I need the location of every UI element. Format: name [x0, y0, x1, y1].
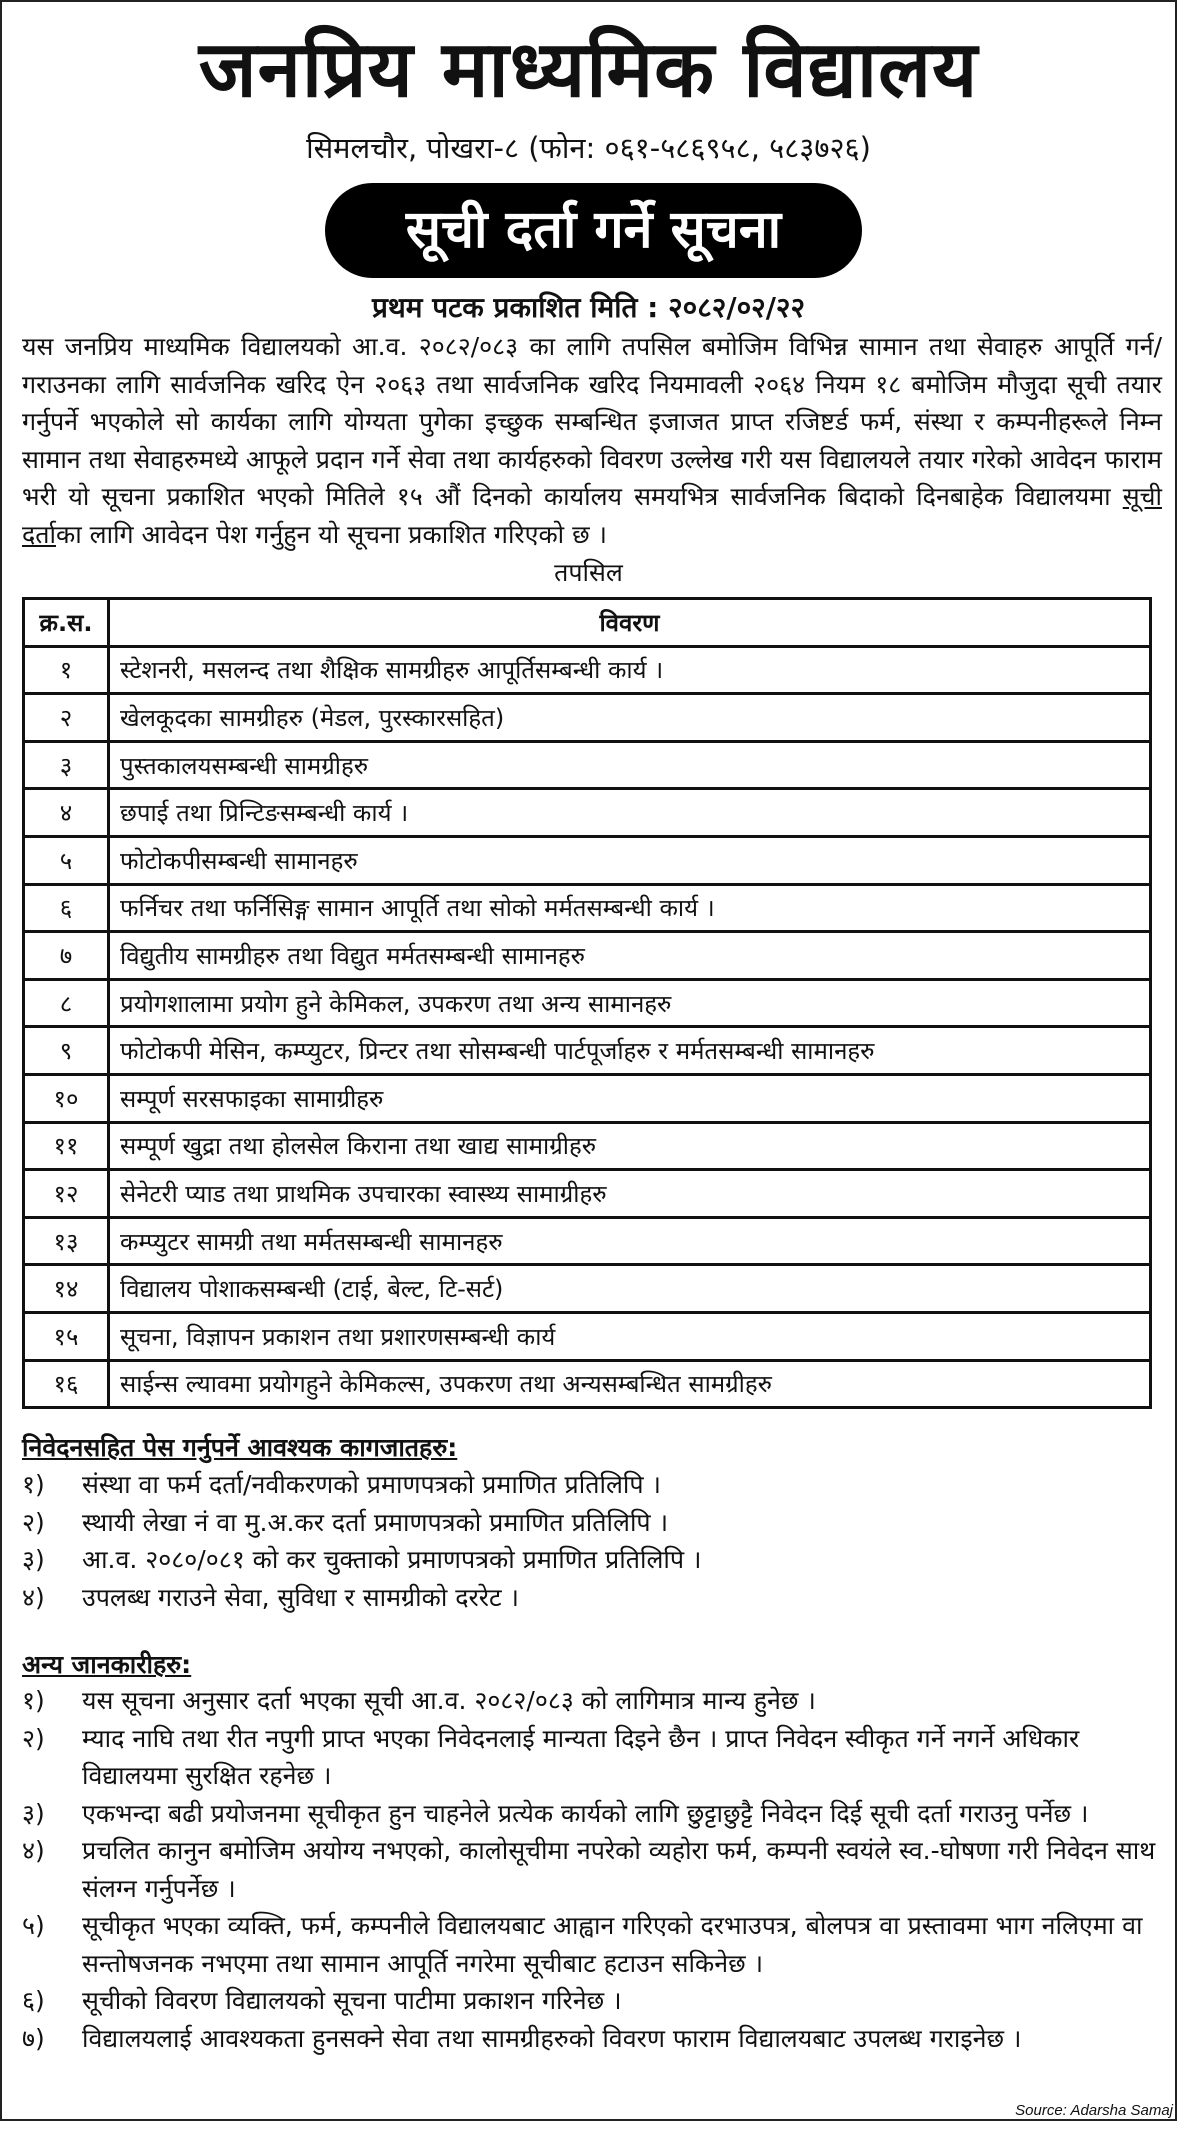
- list-item-number: ४): [22, 1582, 45, 1612]
- table-row: [24, 836, 1151, 884]
- row-description: फर्निचर तथा फर्निसिङ्ग सामान आपूर्ति तथा सोको मर्मतसम्बन्धी कार्य ।: [109, 884, 1151, 932]
- row-description: सूचना, विज्ञापन प्रकाशन तथा प्रशारणसम्बन्धी कार्य: [109, 1312, 1151, 1360]
- intro-text-after: का लागि आवेदन पेश गर्नुहुन यो सूचना प्रकाशित गरिएको छ ।: [56, 519, 608, 549]
- list-item-text: विद्यालयलाई आवश्यकता हुनसक्ने सेवा तथा सामग्रीहरुको विवरण फाराम विद्यालयबाट उपलब्ध गराइनेछ ।: [82, 2023, 1022, 2053]
- column-header-sn: क्र.स.: [24, 599, 109, 647]
- row-serial-number: १३: [24, 1217, 109, 1265]
- info-list-item: [22, 1682, 1162, 1720]
- row-serial-number: ३: [24, 741, 109, 789]
- row-description: स्टेशनरी, मसलन्द तथा शैक्षिक सामग्रीहरु आपूर्तिसम्बन्धी कार्य ।: [109, 646, 1151, 694]
- row-serial-number: १२: [24, 1170, 109, 1218]
- list-item-text: एकभन्दा बढी प्रयोजनमा सूचीकृत हुन चाहनेले प्रत्येक कार्यको लागि छुट्टाछुट्टै निवेदन दिई सूची दर्ता गराउनु पर्नेछ ।: [82, 1798, 1089, 1828]
- table-row: [24, 1170, 1151, 1218]
- list-item-number: ७): [22, 2023, 45, 2053]
- table-row: [24, 1360, 1151, 1408]
- document-list-item: [22, 1504, 1162, 1542]
- row-serial-number: ७: [24, 932, 109, 980]
- row-serial-number: १०: [24, 1074, 109, 1122]
- table-row: [24, 694, 1151, 742]
- row-serial-number: ५: [24, 836, 109, 884]
- row-description: पुस्तकालयसम्बन्धी सामग्रीहरु: [109, 741, 1151, 789]
- list-item-number: ३): [22, 1545, 45, 1574]
- intro-text-before: यस जनप्रिय माध्यमिक विद्यालयको आ.व. २०८२/०८३ का लागि तपसिल बमोजिम विभिन्न सामान तथा सेवाहरु आपूर्ति गर्न/गराउनका लागि सार्वजनिक खरिद ऐन २०६३ तथा सार्वजनिक खरिद नियमावली २०६४ नियम १८ बमोजिम मौजुदा सूची तयार गर्नुपर्ने भएकोले सो कार्यका लागि योग्यता पुगेका इच्छुक सम्बन्धित इजाजत प्राप्त रजिष्टर्ड फर्म, संस्था र कम्पनीहरूले निम्न सामान तथा सेवाहरुमध्ये आफूले प्रदान गर्ने सेवा तथा कार्यहरुको विवरण उल्लेख गरी यस विद्यालयले तयार गरेको आवेदन फाराम भरी यो सूचना प्रकाशित भएको मितिले १५ औं दिनको कार्यालय समयभित्र सार्वजनिक बिदाको दिनबाहेक विद्यालयमा: [22, 332, 1162, 511]
- table-row: [24, 741, 1151, 789]
- items-table: [22, 597, 1152, 1409]
- list-item-text: सूचीको विवरण विद्यालयको सूचना पाटीमा प्रकाशन गरिनेछ ।: [82, 1986, 622, 2015]
- other-info-list: [22, 1682, 1162, 2057]
- row-serial-number: १: [24, 646, 109, 694]
- list-item-number: ५): [22, 1911, 45, 1940]
- row-serial-number: १५: [24, 1312, 109, 1360]
- document-list-item: [22, 1579, 1162, 1617]
- row-description: फोटोकपीसम्बन्धी सामानहरु: [109, 836, 1151, 884]
- list-item-number: ४): [22, 1836, 45, 1865]
- table-row: [24, 1265, 1151, 1313]
- notice-title-banner: सूची दर्ता गर्ने सूचना: [325, 183, 862, 278]
- school-name: जनप्रिय माध्यमिक विद्यालय: [198, 25, 979, 115]
- list-item-text: संस्था वा फर्म दर्ता/नवीकरणको प्रमाणपत्रको प्रमाणित प्रतिलिपि ।: [82, 1470, 662, 1499]
- documents-heading: निवेदनसहित पेस गर्नुपर्ने आवश्यक कागजातहरु:: [22, 1433, 458, 1462]
- items-table-body: [24, 646, 1151, 1408]
- row-description: छपाई तथा प्रिन्टिङसम्बन्धी कार्य ।: [109, 789, 1151, 837]
- table-row: [24, 884, 1151, 932]
- list-item-number: ६): [22, 1986, 45, 2015]
- document-list-item: [22, 1466, 1162, 1504]
- row-serial-number: १४: [24, 1265, 109, 1313]
- list-item-text: सूचीकृत भएका व्यक्ति, फर्म, कम्पनीले विद्यालयबाट आह्वान गरिएको दरभाउपत्र, बोलपत्र वा प्रस्तावमा भाग नलिएमा वा सन्तोषजनक नभएमा तथा सामान आपूर्ति नगरेमा सूचीबाट हटाउन सकिनेछ ।: [82, 1911, 1143, 1978]
- row-serial-number: ९: [24, 1027, 109, 1075]
- column-header-description: विवरण: [109, 599, 1151, 647]
- row-description: फोटोकपी मेसिन, कम्प्युटर, प्रिन्टर तथा सोसम्बन्धी पार्टपूर्जाहरु र मर्मतसम्बन्धी सामानहरु: [109, 1027, 1151, 1075]
- list-item-number: १): [22, 1686, 45, 1715]
- list-item-text: म्याद नाघि तथा रीत नपुगी प्राप्त भएका निवेदनलाई मान्यता दिइने छैन । प्राप्त निवेदन स्वीकृत गर्ने नगर्ने अधिकार विद्यालयमा सुरक्षित रहनेछ ।: [82, 1723, 1080, 1790]
- table-row: [24, 932, 1151, 980]
- table-row: [24, 646, 1151, 694]
- row-description: साईन्स ल्यावमा प्रयोगहुने केमिकल्स, उपकरण तथा अन्यसम्बन्धित सामग्रीहरु: [109, 1360, 1151, 1408]
- info-list-item: [22, 2020, 1162, 2058]
- row-description: विद्युतीय सामग्रीहरु तथा विद्युत मर्मतसम्बन्धी सामानहरु: [109, 932, 1151, 980]
- info-list-item: [22, 1907, 1162, 1982]
- row-description: सम्पूर्ण सरसफाइका सामाग्रीहरु: [109, 1074, 1151, 1122]
- list-item-number: २): [22, 1507, 45, 1537]
- table-row: [24, 1122, 1151, 1170]
- info-list-item: [22, 1720, 1162, 1795]
- list-item-text: उपलब्ध गराउने सेवा, सुविधा र सामग्रीको दररेट ।: [82, 1582, 520, 1612]
- row-description: सम्पूर्ण खुद्रा तथा होलसेल किराना तथा खाद्य सामाग्रीहरु: [109, 1122, 1151, 1170]
- table-row: [24, 1027, 1151, 1075]
- row-description: खेलकूदका सामग्रीहरु (मेडल, पुरस्कारसहित): [109, 694, 1151, 742]
- tapasil-label: तपसिल: [554, 558, 623, 587]
- documents-list: [22, 1466, 1162, 1616]
- row-serial-number: ६: [24, 884, 109, 932]
- list-item-text: यस सूचना अनुसार दर्ता भएका सूची आ.व. २०८२/०८३ को लागिमात्र मान्य हुनेछ ।: [82, 1686, 816, 1715]
- table-header-row: [24, 599, 1151, 647]
- source-credit: Source: Adarsha Samaj: [1015, 2102, 1173, 2119]
- row-serial-number: १६: [24, 1360, 109, 1408]
- info-list-item: [22, 1795, 1162, 1833]
- table-row: [24, 1217, 1151, 1265]
- list-item-text: आ.व. २०८०/०८१ को कर चुक्ताको प्रमाणपत्रको प्रमाणित प्रतिलिपि ।: [82, 1545, 702, 1574]
- row-serial-number: २: [24, 694, 109, 742]
- row-description: प्रयोगशालामा प्रयोग हुने केमिकल, उपकरण तथा अन्य सामानहरु: [109, 979, 1151, 1027]
- list-item-number: १): [22, 1470, 45, 1499]
- table-row: [24, 1074, 1151, 1122]
- info-list-item: [22, 1832, 1162, 1907]
- table-row: [24, 1312, 1151, 1360]
- list-item-number: ३): [22, 1798, 45, 1828]
- list-item-text: स्थायी लेखा नं वा मु.अ.कर दर्ता प्रमाणपत्रको प्रमाणित प्रतिलिपि ।: [82, 1507, 669, 1537]
- list-item-text: प्रचलित कानुन बमोजिम अयोग्य नभएको, कालोसूचीमा नपरेको व्यहोरा फर्म, कम्पनी स्वयंले स्व.-घोषणा गरी निवेदन साथ संलग्न गर्नुपर्नेछ ।: [82, 1836, 1156, 1903]
- intro-text-underlined: सूची दर्ता: [22, 482, 1162, 549]
- row-serial-number: ११: [24, 1122, 109, 1170]
- table-row: [24, 789, 1151, 837]
- school-address: सिमलचौर, पोखरा-८ (फोन: ०६१-५८६९५८, ५८३७२६): [306, 131, 871, 165]
- row-description: कम्प्युटर सामग्री तथा मर्मतसम्बन्धी सामानहरु: [109, 1217, 1151, 1265]
- row-description: विद्यालय पोशाकसम्बन्धी (टाई, बेल्ट, टि-सर्ट): [109, 1265, 1151, 1313]
- publish-date: प्रथम पटक प्रकाशित मिति : २०८२/०२/२२: [371, 291, 806, 324]
- intro-paragraph: [22, 328, 1162, 553]
- info-list-item: [22, 1982, 1162, 2020]
- row-serial-number: ८: [24, 979, 109, 1027]
- list-item-number: २): [22, 1723, 45, 1753]
- row-description: सेनेटरी प्याड तथा प्राथमिक उपचारका स्वास्थ्य सामाग्रीहरु: [109, 1170, 1151, 1218]
- other-info-heading: अन्य जानकारीहरु:: [22, 1650, 192, 1679]
- document-list-item: [22, 1541, 1162, 1579]
- table-row: [24, 979, 1151, 1027]
- row-serial-number: ४: [24, 789, 109, 837]
